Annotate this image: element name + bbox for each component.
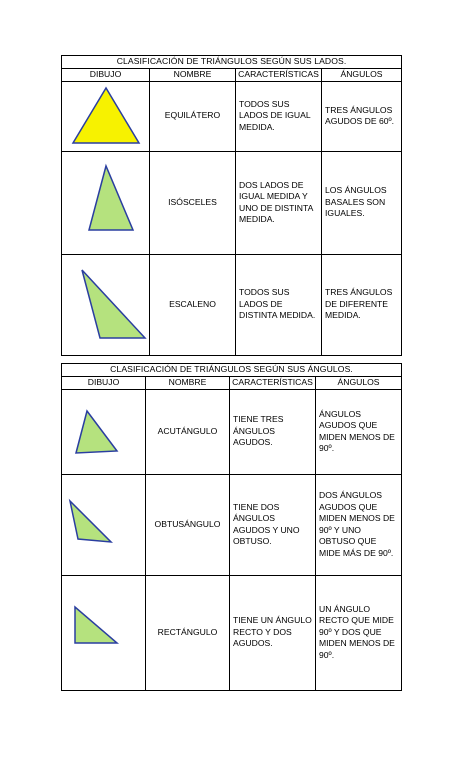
header-name: NOMBRE xyxy=(146,377,230,390)
acute-triangle-drawing xyxy=(62,390,146,474)
triangle-angles: TRES ÁNGULOS AGUDOS DE 60º. xyxy=(322,81,402,151)
drawing-cell xyxy=(62,254,150,355)
triangle-features: TODOS SUS LADOS DE DISTINTA MEDIDA. xyxy=(236,254,322,355)
isosceles-triangle-drawing xyxy=(62,152,150,254)
triangle-name: ESCALENO xyxy=(150,254,236,355)
angles-classification-table xyxy=(61,363,402,691)
header-angles: ÁNGULOS xyxy=(316,377,402,390)
drawing-cell xyxy=(62,151,150,254)
drawing-cell xyxy=(62,575,146,690)
table-title: CLASIFICACIÓN DE TRIÁNGULOS SEGÚN SUS ÁNGULOS. xyxy=(62,364,402,377)
triangle-name: ISÓSCELES xyxy=(150,151,236,254)
obtuse-triangle-drawing xyxy=(62,475,146,575)
triangle-name: RECTÁNGULO xyxy=(146,575,230,690)
table-row xyxy=(62,389,402,474)
header-name: NOMBRE xyxy=(150,69,236,82)
header-features: CARACTERÍSTICAS xyxy=(236,69,322,82)
triangle-features: DOS LADOS DE IGUAL MEDIDA Y UNO DE DISTINTA MEDIDA. xyxy=(236,151,322,254)
triangle-features: TIENE DOS ÁNGULOS AGUDOS Y UNO OBTUSO. xyxy=(230,474,316,575)
sides-classification-table xyxy=(61,55,402,356)
drawing-cell xyxy=(62,474,146,575)
header-drawing: DIBUJO xyxy=(62,69,150,82)
triangle-name: EQUILÁTERO xyxy=(150,81,236,151)
header-drawing: DIBUJO xyxy=(62,377,146,390)
table-row xyxy=(62,575,402,690)
triangle-features: TODOS SUS LADOS DE IGUAL MEDIDA. xyxy=(236,81,322,151)
drawing-cell xyxy=(62,81,150,151)
table-row xyxy=(62,151,402,254)
drawing-cell xyxy=(62,389,146,474)
table-title: CLASIFICACIÓN DE TRIÁNGULOS SEGÚN SUS LADOS. xyxy=(62,56,402,69)
triangle-angles: DOS ÁNGULOS AGUDOS QUE MIDEN MENOS DE 90º Y UNO OBTUSO QUE MIDE MÁS DE 90º. xyxy=(316,474,402,575)
table-row xyxy=(62,474,402,575)
triangle-angles: TRES ÁNGULOS DE DIFERENTE MEDIDA. xyxy=(322,254,402,355)
header-angles: ÁNGULOS xyxy=(322,69,402,82)
triangle-angles: ÁNGULOS AGUDOS QUE MIDEN MENOS DE 90º. xyxy=(316,389,402,474)
triangle-name: ACUTÁNGULO xyxy=(146,389,230,474)
equilateral-triangle-drawing xyxy=(62,82,150,151)
header-features: CARACTERÍSTICAS xyxy=(230,377,316,390)
table-row xyxy=(62,254,402,355)
triangle-features: TIENE TRES ÁNGULOS AGUDOS. xyxy=(230,389,316,474)
table-row xyxy=(62,81,402,151)
scalene-triangle-drawing xyxy=(62,255,150,355)
triangle-features: TIENE UN ÁNGULO RECTO Y DOS AGUDOS. xyxy=(230,575,316,690)
triangle-angles: UN ÁNGULO RECTO QUE MIDE 90º Y DOS QUE MIDEN MENOS DE 90º. xyxy=(316,575,402,690)
right-triangle-drawing xyxy=(62,576,146,690)
triangle-name: OBTUSÁNGULO xyxy=(146,474,230,575)
triangle-angles: LOS ÁNGULOS BASALES SON IGUALES. xyxy=(322,151,402,254)
